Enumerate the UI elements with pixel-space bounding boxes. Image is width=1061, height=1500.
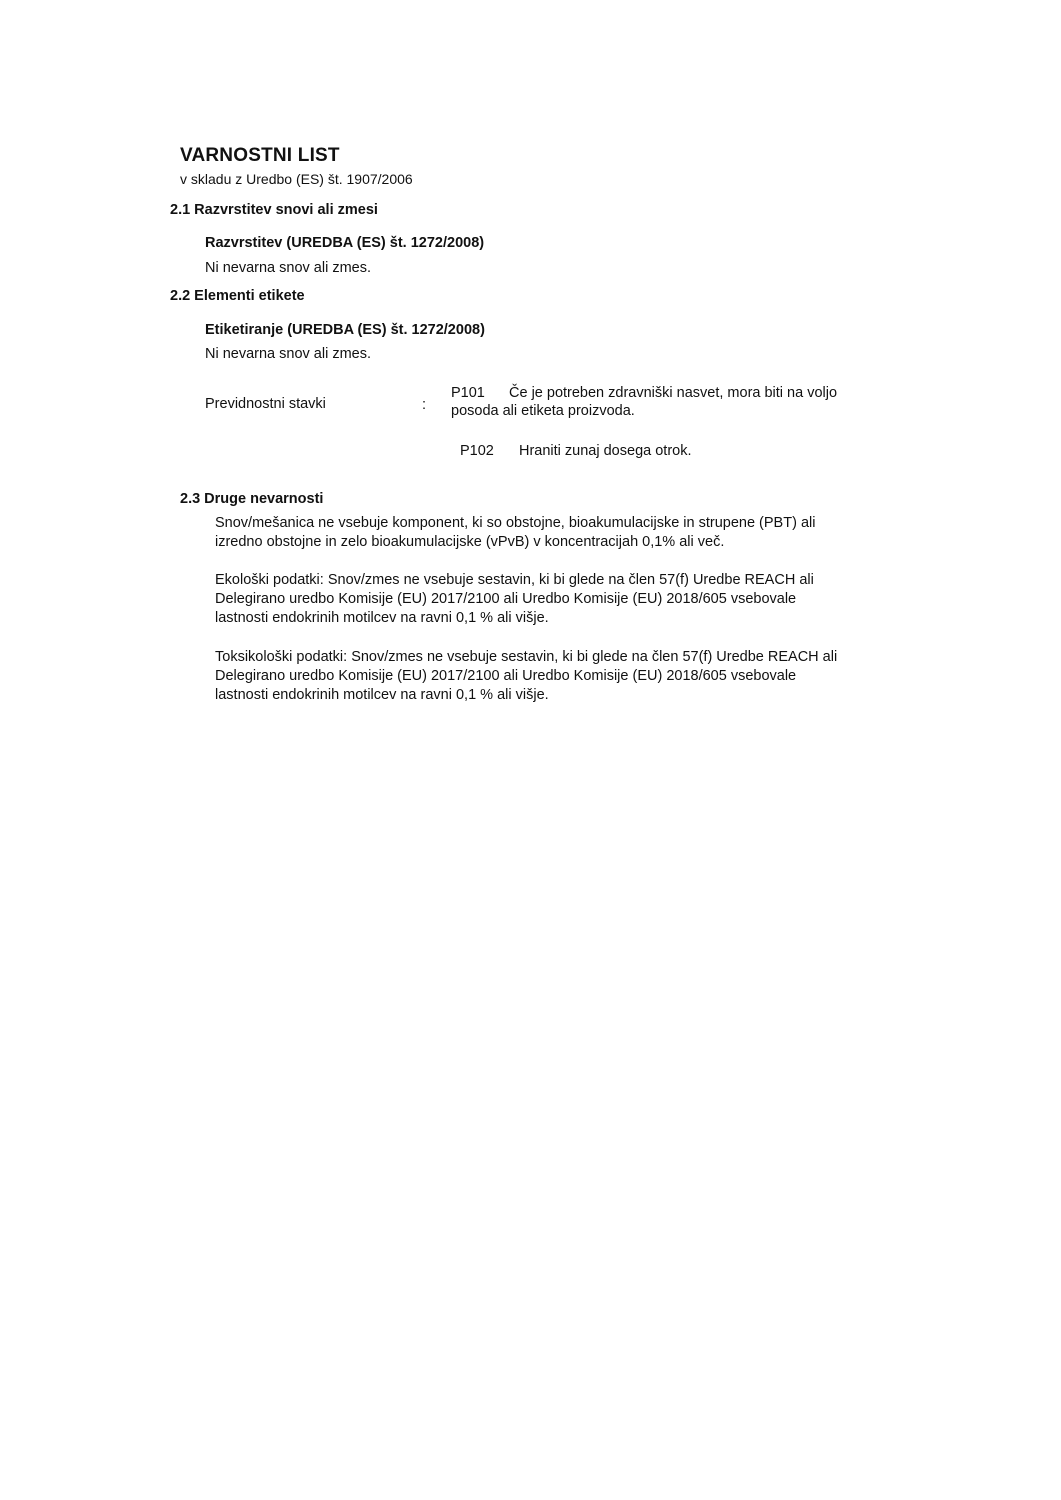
paragraph-pbt	[215, 514, 815, 552]
document-title: VARNOSTNI LIST	[180, 145, 340, 166]
precaution-colon: :	[422, 397, 427, 413]
section-2-1-text: Ni nevarna snov ali zmes.	[205, 260, 372, 276]
paragraph-toxicological	[215, 648, 837, 705]
statement-code-p102: P102	[460, 443, 494, 459]
paragraph-line: lastnosti endokrinih motilcev na ravni 0,1 % ali višje.	[215, 687, 549, 703]
section-2-1-heading: 2.1 Razvrstitev snovi ali zmesi	[170, 202, 378, 218]
section-2-2-subheading: Etiketiranje (UREDBA (ES) št. 1272/2008)	[205, 322, 485, 338]
paragraph-line: Snov/mešanica ne vsebuje komponent, ki so obstojne, bioakumulacijske in strupene (PBT) ali	[215, 515, 816, 531]
section-2-1-subheading: Razvrstitev (UREDBA (ES) št. 1272/2008)	[205, 235, 485, 251]
section-2-2-heading: 2.2 Elementi etikete	[170, 288, 305, 304]
document-subtitle: v skladu z Uredbo (ES) št. 1907/2006	[180, 171, 413, 187]
statement-text-p102: Hraniti zunaj dosega otrok.	[519, 443, 692, 459]
precaution-label: Previdnostni stavki	[205, 396, 326, 412]
paragraph-line: Ekološki podatki: Snov/zmes ne vsebuje sestavin, ki bi glede na člen 57(f) Uredbe REACH ali	[215, 572, 814, 588]
paragraph-ecological	[215, 571, 814, 628]
paragraph-line: Delegirano uredbo Komisije (EU) 2017/2100 ali Uredbo Komisije (EU) 2018/605 vsebovale	[215, 668, 797, 684]
section-2-2-text: Ni nevarna snov ali zmes.	[205, 346, 372, 362]
statement-code-p101: P101	[451, 385, 485, 401]
paragraph-line: Delegirano uredbo Komisije (EU) 2017/2100 ali Uredbo Komisije (EU) 2018/605 vsebovale	[215, 591, 797, 607]
statement-text-p101-line2: posoda ali etiketa proizvoda.	[451, 403, 635, 419]
section-2-3-heading: 2.3 Druge nevarnosti	[180, 491, 324, 507]
paragraph-line: lastnosti endokrinih motilcev na ravni 0,1 % ali višje.	[215, 610, 549, 626]
paragraph-line: Toksikološki podatki: Snov/zmes ne vsebuje sestavin, ki bi glede na člen 57(f) Uredbe REACH ali	[215, 649, 838, 665]
statement-text-p101-line1: Če je potreben zdravniški nasvet, mora biti na voljo	[509, 385, 838, 401]
paragraph-line: izredno obstojne in zelo bioakumulacijske (vPvB) v koncentracijah 0,1% ali več.	[215, 534, 725, 550]
